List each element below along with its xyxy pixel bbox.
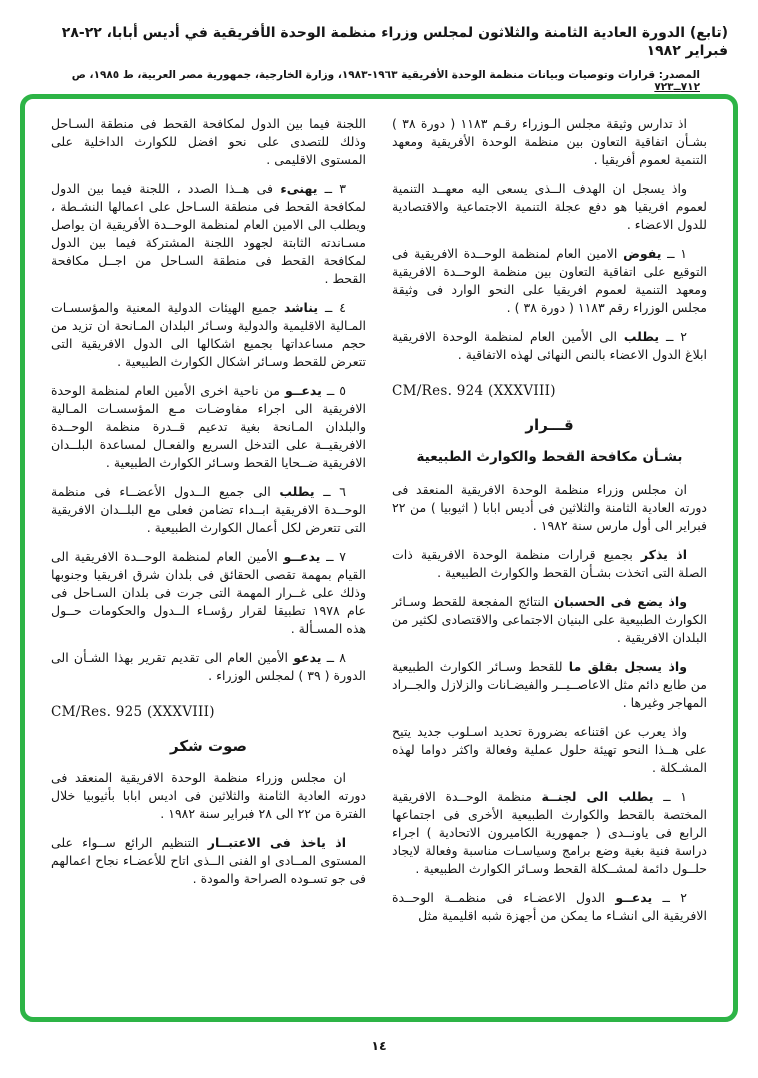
para-text: بجميع قرارات منظمة الوحدة الافريقية ذات الصلة التى اتخذت بشـأن القحط والكوارث الطبيعية . bbox=[392, 547, 707, 580]
para-number: ٢ ــ bbox=[659, 329, 687, 344]
para-lead: يهنىء bbox=[280, 181, 318, 196]
resolution-heading: صوت شكر bbox=[170, 737, 247, 755]
para-lead: اذ ياخذ فى الاعتبــار bbox=[207, 835, 346, 850]
para-text: التنظيم الرائع ســواء على المستوى المــادى او الفنى الــذى اتاح للأعضـاء نجاح اعمالهم فى جو تسـوده الصراحة والمودة . bbox=[51, 835, 366, 886]
para-text: ان مجلس وزراء منظمة الوحدة الافريقية المنعقد فى دورته العادية الثامنة والثلاثين فى أديس ابابا ( اثيوبيا ) من ٢٢ فبراير الى أول مارس سنة ١٩٨٢ . bbox=[392, 482, 707, 533]
paragraph bbox=[51, 115, 366, 169]
para-text: الأمين العام لمنظمة الوحــدة الافريقية الى القيام بمهمة تقصى الحقائق فى بلدان شرق افريقيا وجنوبها وذلك على غــرار المهمة التى جرت فى بلدان السـاحل فى عام ١٩٧٨ تطبيقا لقرار رؤسـاء الــدول والحكومات حــول هذه المسـألة . bbox=[51, 549, 367, 636]
para-text: جميع الهيئات الدولية المعنية والمؤسسـات المـالية الاقليمية والدولية وسـائر البلدان المـانحة ان تزيد من حجم مساعداتها بجميع اشكالها الى الدول الافريقية التى تتعرض للقحط وسـائر اشكال الكوارث الطبيعية . bbox=[51, 300, 366, 369]
page-header bbox=[0, 0, 758, 93]
resolution-heading: بشـأن مكافحة القحط والكوارث الطبيعية bbox=[416, 449, 683, 465]
paragraph bbox=[392, 245, 707, 317]
para-number: ٥ ــ bbox=[321, 383, 347, 398]
paragraph bbox=[51, 382, 366, 472]
para-text: اذ تدارس وثيقة مجلس الـوزراء رقـم ١١٨٣ ( دورة ٣٨ ) بشـأن اتفاقية التعاون بين منظمة الوحدة الأفريقية ومعهد التنمية لعموم أفريقيا . bbox=[392, 116, 707, 167]
para-lead: يناشد bbox=[284, 300, 319, 315]
paragraph bbox=[392, 546, 707, 582]
paragraph bbox=[51, 180, 366, 288]
source-line bbox=[0, 60, 758, 93]
paragraph bbox=[392, 180, 707, 234]
para-text: منظمة الوحــدة الافريقية المختصة بالقحط والكوارث الطبيعية الأخرى فى اجتماعها الرابع فى ياونــدى ( جمهورية الكاميرون الاتحادية ) اجراء دراسة فنية بغية وضع برامج وسياسـات مناسبة وفعالة لايجاد حلــول دائمة لمشــكلة القحط وسـائر الكوارث الطبيعية . bbox=[392, 789, 707, 876]
paragraph bbox=[51, 483, 366, 537]
para-lead: يدعو bbox=[293, 650, 322, 665]
para-number: ١ ــ bbox=[653, 789, 687, 804]
para-text: من ناحية اخرى الأمين العام لمنظمة الوحدة الافريقية الى اجراء مفاوضـات مـع المؤسسـات المـالية والبلدان المـانحة بغية تدعيم قــدرة منظمة الوحــدة الافريقيــة على التدخل السريع والفعـال لمساعدة البلــدان الافريقية ضــحايا القحط وسـائر الكوارث الطبيعية . bbox=[51, 383, 366, 470]
para-number: ١ ــ bbox=[661, 246, 687, 261]
paragraph bbox=[51, 649, 366, 685]
para-text: الى الأمين العام لمنظمة الوحدة الافريقية ابلاغ الدول الاعضاء بالنص النهائى لهذه الاتفاقية . bbox=[392, 329, 707, 362]
resolution-ref: CM/Res. 925 (XXXVIII) bbox=[51, 704, 215, 720]
para-text: للقحط وسـائر الكوارث الطبيعية من طابع دائم مثل الاعاصــيــر والفيضـانات والزلازل والجــراد المهاجر وغيرها . bbox=[392, 659, 707, 710]
source-page-range: ٧١٢ــ٧٢٣ bbox=[654, 81, 700, 93]
para-text: اللجنة فيما بين الدول لمكافحة القحط فى منطقة السـاحل وذلك للتصدى على نحو افضل للكوارث الداخلية على المستوى الاقليمى . bbox=[51, 116, 366, 167]
column-left bbox=[51, 115, 366, 1007]
para-text: النتائج المفجعة للقحط وسـائر الكوارث الطبيعية على البنيان الاجتماعى والاقتصادى لكثير من البلدان الافريقية . bbox=[392, 594, 707, 645]
para-text: واذ يسجل ان الهدف الــذى يسعى اليه معهــد التنمية لعموم افريقيا هو دفع عجلة التنمية الاجتماعية والاقتصادية للدول الاعضاء . bbox=[392, 181, 707, 232]
para-lead: واذ يسجل بقلق ما bbox=[568, 659, 687, 674]
para-number: ٧ ــ bbox=[320, 549, 346, 564]
para-text: الدول الاعضـاء فى منظمــة الوحــدة الافريقية الى انشـاء ما يمكن من أجهزة شبه اقليمية مثل bbox=[392, 890, 707, 923]
para-text: الى جميع الــدول الأعضــاء فى منظمة الوحــدة الافريقية ابــداء تضامن فعلى مع البلــدان الافريقية التى تتعرض لكل أعمال الكوارث الطبيعية . bbox=[51, 484, 366, 535]
para-text: واذ يعرب عن اقتناعه بضرورة تحديد اسـلوب جديد يتيح على هــذا النحو تهيئة حلول عملية وفعالة واكثر دواما لهذه المشـكلة . bbox=[392, 724, 707, 775]
para-lead: يطلب bbox=[279, 484, 315, 499]
session-title: (تابع) الدورة العادية الثامنة والثلاثون لمجلس وزراء منظمة الوحدة الأفريقية في أديس أبابا، ٢٢-٢٨ فبراير ١٩٨٢ bbox=[61, 25, 728, 59]
paragraph bbox=[392, 889, 707, 925]
paragraph bbox=[51, 769, 366, 823]
paragraph bbox=[392, 593, 707, 647]
para-text: الامين العام لمنظمة الوحــدة الافريقية فى التوقيع على اتفاقية التعاون بين منظمة الوحــدة الافريقية ومعهد التنمية لعموم افريقيا على النحو الوارد فى وثيقة مجلس الوزراء رقم ١١٨٣ ( دورة ٣٨ ) . bbox=[392, 246, 707, 315]
page-number: ١٤ bbox=[371, 1038, 387, 1053]
paragraph bbox=[392, 658, 707, 712]
para-text: الأمين العام الى تقديم تقرير بهذا الشـأن الى الدورة ( ٣٩ ) لمجلس الوزراء . bbox=[51, 650, 366, 683]
paragraph bbox=[51, 299, 366, 371]
paragraph bbox=[51, 834, 366, 888]
paragraph bbox=[392, 788, 707, 878]
para-lead: يطلب bbox=[623, 329, 660, 344]
paragraph bbox=[392, 481, 707, 535]
para-text: فى هــذا الصدد ، اللجنة فيما بين الدول لمكافحة القحط فى منطقة السـاحل على اعمالها النشـطة ، ويطلب الى الامين العام لمنظمة الوحــدة الأفريقية ان يواصل مسـاندته الثابتة لجهود اللجنة المشتركة فيما بين الدول لمكافحة القحط فى منطقة السـاحل من اجــل مكافحة القحط . bbox=[51, 181, 366, 286]
source-text: المصدر: قرارات وتوصيات وبيانات منظمة الوحدة الأفريقية ١٩٦٣-١٩٨٣، وزارة الخارجية، جمهورية مصر العربية، ط ١٩٨٥، ص bbox=[71, 69, 700, 81]
para-number: ٨ ــ bbox=[321, 650, 346, 665]
para-lead: واذ يضع فى الحسبان bbox=[553, 594, 687, 609]
resolution-heading: قـــرار bbox=[525, 416, 574, 434]
green-border-frame bbox=[20, 94, 738, 1022]
para-lead: يطلب الى لجنــة bbox=[541, 789, 654, 804]
para-lead: اذ يذكر bbox=[640, 547, 687, 562]
paragraph bbox=[51, 548, 366, 638]
para-text: ان مجلس وزراء منظمة الوحدة الافريقية المنعقد فى دورته العادية الثامنة والثلاثين فى اديس ابابا بأثيوبيا خلال الفترة من ٢٢ الى ٢٨ فبراير سنة ١٩٨٢ . bbox=[51, 770, 366, 821]
para-number: ٦ ــ bbox=[314, 484, 346, 499]
para-lead: يفوض bbox=[623, 246, 662, 261]
paragraph bbox=[392, 115, 707, 169]
para-lead: يدعــو bbox=[283, 549, 321, 564]
para-number: ٣ ــ bbox=[317, 181, 346, 196]
column-right bbox=[392, 115, 707, 1007]
paragraph bbox=[392, 328, 707, 364]
paragraph bbox=[392, 723, 707, 777]
para-lead: يدعــو bbox=[615, 890, 653, 905]
para-number: ٢ ــ bbox=[652, 890, 687, 905]
para-lead: يدعــو bbox=[285, 383, 322, 398]
para-number: ٤ ــ bbox=[318, 300, 346, 315]
resolution-ref: CM/Res. 924 (XXXVIII) bbox=[392, 383, 556, 399]
